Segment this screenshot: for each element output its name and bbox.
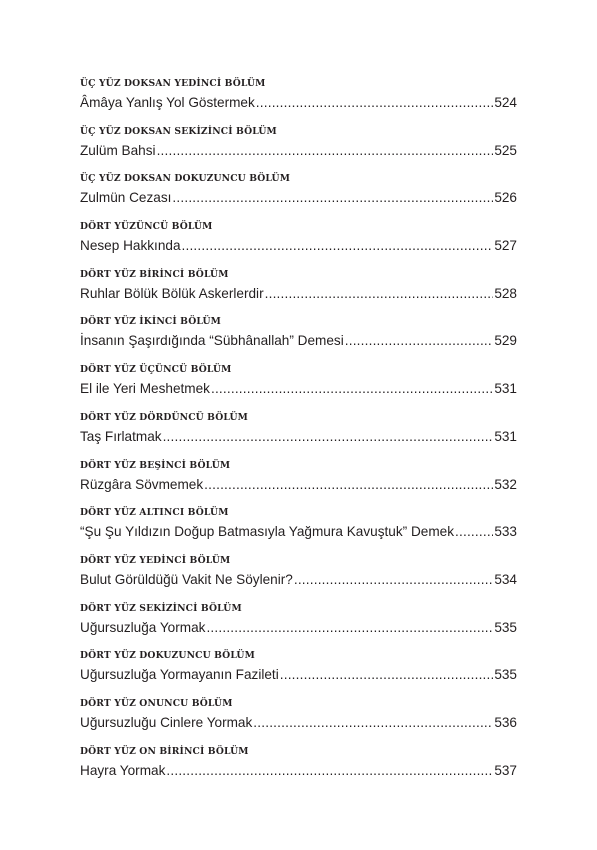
page-number: 531 (494, 428, 517, 444)
section-title: Bulut Görüldüğü Vakit Ne Söylenir? (80, 571, 293, 587)
dot-leader (455, 521, 493, 543)
toc-entry (80, 553, 517, 601)
chapter-heading: ÜÇ YÜZ DOKSAN DOKUZUNCU BÖLÜM (80, 173, 291, 185)
section-title: Zulüm Bahsi (80, 142, 156, 158)
section-title: Hayra Yormak (80, 762, 166, 778)
dot-leader (345, 330, 494, 352)
section-title: Uğursuzluğu Cinlere Yormak (80, 714, 253, 730)
dot-leader (204, 474, 493, 496)
page-number: 536 (494, 714, 517, 730)
chapter-heading: DÖRT YÜZ İKİNCİ BÖLÜM (80, 316, 221, 328)
chapter-heading: DÖRT YÜZ DOKUZUNCU BÖLÜM (80, 650, 255, 662)
toc-line (80, 187, 517, 209)
dot-leader (182, 235, 494, 257)
page-number: 528 (494, 285, 517, 301)
section-title: Ruhlar Bölük Bölük Askerlerdir (80, 285, 264, 301)
section-title: El ile Yeri Meshetmek (80, 381, 210, 397)
page-number: 524 (494, 95, 517, 110)
table-of-contents (80, 76, 517, 791)
chapter-heading: DÖRT YÜZÜNCÜ BÖLÜM (80, 221, 213, 233)
toc-line (80, 617, 517, 639)
toc-entry (80, 458, 517, 506)
section-title: Taş Fırlatmak (80, 428, 162, 444)
dot-leader (211, 378, 493, 400)
page-number: 537 (494, 762, 517, 778)
section-title: “Şu Şu Yıldızın Doğup Batmasıyla Yağmura Kavuştuk” Demek (80, 524, 455, 540)
section-title: Zulmün Cezası (80, 190, 172, 206)
page-number: 535 (494, 667, 517, 683)
toc-entry (80, 362, 517, 410)
page-number: 532 (494, 476, 517, 492)
page-number: 529 (494, 333, 517, 349)
page-number: 526 (494, 190, 517, 206)
section-title: Âmâya Yanlış Yol Göstermek (80, 95, 255, 110)
toc-entry (80, 314, 517, 362)
section-title: Uğursuzluğa Yormak (80, 619, 206, 635)
toc-line (80, 569, 517, 591)
chapter-heading: DÖRT YÜZ ÜÇÜNCÜ BÖLÜM (80, 364, 232, 376)
toc-entry (80, 505, 517, 553)
page-number: 534 (494, 571, 517, 587)
page-number: 527 (494, 238, 517, 254)
toc-line (80, 712, 517, 734)
toc-line (80, 235, 517, 257)
dot-leader (166, 760, 493, 782)
toc-entry (80, 219, 517, 267)
toc-line (80, 283, 517, 305)
dot-leader (294, 569, 493, 591)
toc-entry (80, 171, 517, 219)
toc-entry (80, 696, 517, 744)
section-title: Nesep Hakkında (80, 238, 181, 254)
section-title: Rüzgâra Sövmemek (80, 476, 204, 492)
chapter-heading: DÖRT YÜZ ONUNCU BÖLÜM (80, 697, 233, 709)
toc-line (80, 140, 517, 162)
toc-line (80, 92, 517, 114)
page-number: 533 (494, 524, 517, 540)
toc-entry (80, 648, 517, 696)
section-title: İnsanın Şaşırdığında “Sübhânallah” Demesi (80, 333, 344, 349)
dot-leader (157, 140, 494, 162)
toc-entry (80, 76, 517, 124)
chapter-heading: DÖRT YÜZ BEŞİNCİ BÖLÜM (80, 459, 231, 471)
toc-entry (80, 744, 517, 792)
toc-line (80, 474, 517, 496)
chapter-heading: DÖRT YÜZ SEKİZİNCİ BÖLÜM (80, 602, 242, 614)
toc-line (80, 664, 517, 686)
toc-line (80, 378, 517, 400)
chapter-heading: DÖRT YÜZ DÖRDÜNCÜ BÖLÜM (80, 411, 248, 423)
toc-entry (80, 267, 517, 315)
chapter-heading: ÜÇ YÜZ DOKSAN YEDİNCİ BÖLÜM (80, 78, 266, 89)
dot-leader (256, 92, 494, 114)
page-number: 525 (494, 142, 517, 158)
chapter-heading: DÖRT YÜZ YEDİNCİ BÖLÜM (80, 554, 231, 566)
dot-leader (163, 426, 494, 448)
toc-entry (80, 124, 517, 172)
toc-line (80, 426, 517, 448)
section-title: Uğursuzluğa Yormayanın Fazileti (80, 667, 279, 683)
dot-leader (206, 617, 493, 639)
chapter-heading: DÖRT YÜZ BİRİNCİ BÖLÜM (80, 268, 229, 280)
toc-line (80, 330, 517, 352)
chapter-heading: DÖRT YÜZ ON BİRİNCİ BÖLÜM (80, 745, 249, 757)
page-number: 531 (494, 381, 517, 397)
dot-leader (253, 712, 493, 734)
dot-leader (280, 664, 494, 686)
toc-line (80, 521, 517, 543)
toc-line (80, 760, 517, 782)
toc-entry (80, 601, 517, 649)
chapter-heading: ÜÇ YÜZ DOKSAN SEKİZİNCİ BÖLÜM (80, 125, 277, 137)
page-number: 535 (494, 619, 517, 635)
dot-leader (172, 187, 493, 209)
dot-leader (265, 283, 494, 305)
chapter-heading: DÖRT YÜZ ALTINCI BÖLÜM (80, 507, 229, 519)
toc-entry (80, 410, 517, 458)
